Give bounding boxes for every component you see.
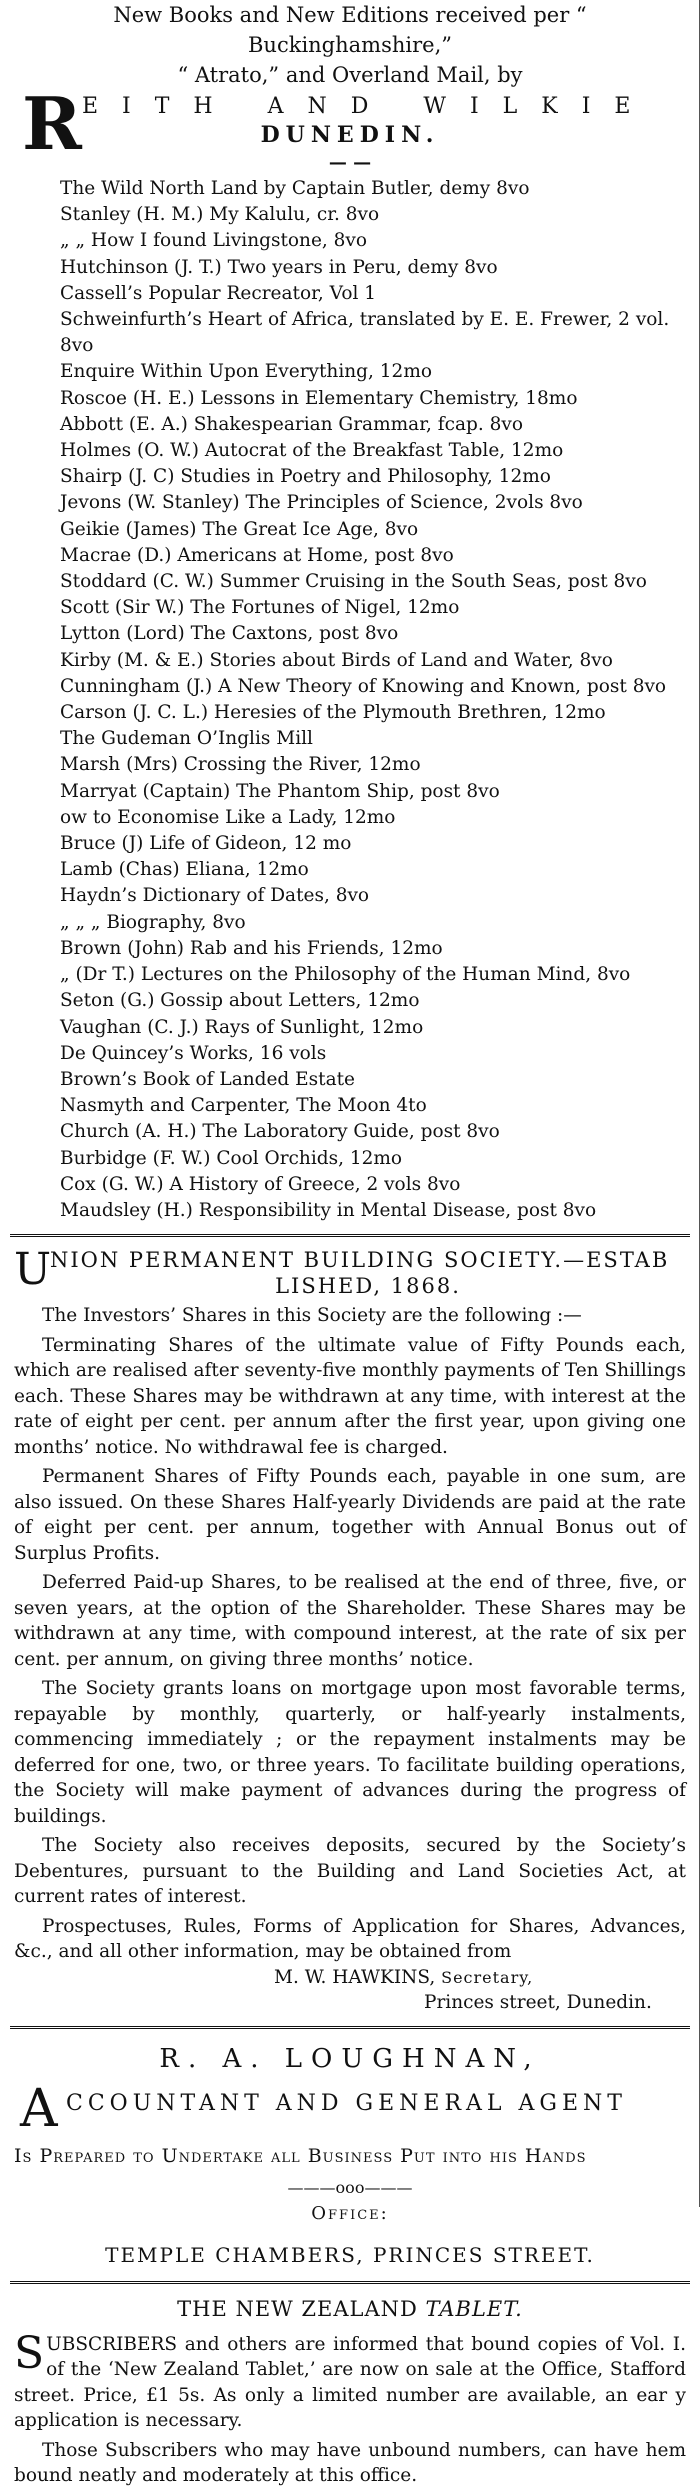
book-list xyxy=(60,176,686,1224)
book-item: ow to Economise Like a Lady, 12mo xyxy=(60,806,396,828)
book-item: Scott (Sir W.) The Fortunes of Nigel, 12mo xyxy=(60,597,460,619)
book-item: Cox (G. W.) A History of Greece, 2 vols 8vo xyxy=(60,1173,461,1195)
book-item: Brown (John) Rab and his Friends, 12mo xyxy=(60,937,443,959)
book-item: Geikie (James) The Great Ice Age, 8vo xyxy=(60,518,419,540)
building-society-advertisement xyxy=(10,1244,690,2016)
society-title-line2: LISHED, 1868. xyxy=(275,1274,461,1299)
books-separator: — — xyxy=(328,152,372,173)
firm-name-line1: EITH AND WILKIE xyxy=(82,94,655,119)
book-item: Abbott (E. A.) Shakespearian Grammar, fcap. 8vo xyxy=(60,413,523,435)
agent-headline xyxy=(14,2078,686,2139)
tablet-dropcap: S xyxy=(14,2327,45,2379)
book-item: „ (Dr T.) Lectures on the Philosophy of the Human Mind, 8vo xyxy=(60,964,631,986)
books-header-line1: New Books and New Editions received per “ Buckinghamshire,” xyxy=(113,3,587,57)
society-paragraph: Prospectuses, Rules, Forms of Application for Shares, Advances, &c., and all other information, may be obtained from xyxy=(14,1915,686,1963)
agent-dropcap: A xyxy=(20,2078,58,2139)
book-item: Cunningham (J.) A New Theory of Knowing and Known, post 8vo xyxy=(60,675,667,697)
book-item: De Quincey’s Works, 16 vols xyxy=(60,1042,327,1064)
book-item: The Wild North Land by Captain Butler, demy 8vo xyxy=(60,178,530,199)
society-signature xyxy=(14,1965,686,2016)
society-paragraph: The Society also receives deposits, secured by the Society’s Debentures, pursuant to the Building and Land Societies Act, at current rates of interest. xyxy=(14,1835,686,1908)
section-divider xyxy=(10,1234,690,1237)
book-item: Marryat (Captain) The Phantom Ship, post 8vo xyxy=(60,780,500,802)
tablet-paragraph1-text: UBSCRIBERS and others are informed that bound copies of Vol. I. of the ‘New Zealand Tablet,’ are now on sale at the Office, Stafford street. Price, £1 5s. As only a limited number are available, an ear y application is necessary. xyxy=(14,2333,686,2432)
society-paragraph: Terminating Shares of the ultimate value of Fifty Pounds each, which are realised after seventy-five monthly payments of Ten Shillings each. These Shares may be withdrawn at any time, with interest at the rate of eight per cent. per annum after the first year, upon giving one months’ notice. No withdrawal fee is charged. xyxy=(14,1334,686,1458)
book-item: Seton (G.) Gossip about Letters, 12mo xyxy=(60,990,420,1012)
section-divider xyxy=(10,2026,690,2029)
ornament: ———ooo——— xyxy=(287,2177,413,2197)
book-item: Kirby (M. & E.) Stories about Birds of Land and Water, 8vo xyxy=(60,649,613,671)
book-item: Nasmyth and Carpenter, The Moon 4to xyxy=(60,1095,427,1117)
book-item: Hutchinson (J. T.) Two years in Peru, demy 8vo xyxy=(60,256,498,278)
book-item: Stoddard (C. W.) Summer Cruising in the South Seas, post 8vo xyxy=(60,571,647,593)
office-label: Office: xyxy=(311,2202,389,2224)
book-item: Roscoe (H. E.) Lessons in Elementary Chemistry, 18mo xyxy=(60,387,578,409)
book-item: Shairp (J. C) Studies in Poetry and Philosophy, 12mo xyxy=(60,466,551,488)
tablet-paragraph1 xyxy=(14,2327,686,2434)
book-item: „ „ „ Biography, 8vo xyxy=(60,911,246,933)
tablet-title-italic: TABLET. xyxy=(425,2296,523,2321)
society-paragraph: The Investors’ Shares in this Society are the following :— xyxy=(42,1305,582,1327)
signatory-title: Secretary, xyxy=(441,1967,534,1987)
book-item: Bruce (J) Life of Gideon, 12 mo xyxy=(60,833,352,855)
society-paragraphs xyxy=(14,1303,686,1965)
book-item: Haydn’s Dictionary of Dates, 8vo xyxy=(60,885,370,907)
office-address: TEMPLE CHAMBERS, PRINCES STREET. xyxy=(105,2242,595,2267)
books-advertisement xyxy=(10,0,690,1224)
book-item: Cassell’s Popular Recreator, Vol 1 xyxy=(60,282,377,304)
tablet-advertisement xyxy=(10,2294,690,2489)
society-heading xyxy=(14,1244,686,1299)
signatory-name: M. W. HAWKINS, xyxy=(274,1966,436,1988)
signatory-address: Princes street, Dunedin. xyxy=(424,1992,652,2014)
book-item: Maudsley (H.) Responsibility in Mental Disease, post 8vo xyxy=(60,1199,597,1221)
book-item: Burbidge (F. W.) Cool Orchids, 12mo xyxy=(60,1147,403,1169)
books-header-line2: “ Atrato,” and Overland Mail, by xyxy=(177,63,523,87)
tablet-title xyxy=(14,2294,686,2324)
book-item: Stanley (H. M.) My Kalulu, cr. 8vo xyxy=(60,204,380,226)
book-item: Vaughan (C. J.) Rays of Sunlight, 12mo xyxy=(60,1016,424,1038)
tablet-title-prefix: THE NEW ZEALAND xyxy=(177,2296,418,2321)
firm-dropcap: R xyxy=(22,81,82,166)
agent-headline-text: CCOUNTANT AND GENERAL AGENT xyxy=(66,2090,627,2116)
book-item: Carson (J. C. L.) Heresies of the Plymouth Brethren, 12mo xyxy=(60,702,606,724)
book-item: Holmes (O. W.) Autocrat of the Breakfast Table, 12mo xyxy=(60,440,564,462)
book-item: Macrae (D.) Americans at Home, post 8vo xyxy=(60,544,454,566)
society-paragraph: Permanent Shares of Fifty Pounds each, payable in one sum, are also issued. On these Shares Half-yearly Dividends are paid at the rate of eight per cent. per annum, together with Annual Bonus out of Surplus Profits. xyxy=(14,1466,686,1564)
book-item: Lamb (Chas) Eliana, 12mo xyxy=(60,859,309,881)
book-item: Enquire Within Upon Everything, 12mo xyxy=(60,361,433,383)
society-title-line1: NION PERMANENT BUILDING SOCIETY.—ESTAB xyxy=(50,1248,670,1273)
book-item: Jevons (W. Stanley) The Principles of Science, 2vols 8vo xyxy=(60,492,583,514)
book-item: Lytton (Lord) The Caxtons, post 8vo xyxy=(60,623,399,645)
agent-subline: Is Prepared to Undertake all Business Put into his Hands xyxy=(14,2144,587,2167)
book-item: Marsh (Mrs) Crossing the River, 12mo xyxy=(60,754,421,776)
society-paragraph: The Society grants loans on mortgage upon most favorable terms, repayable by monthly, quarterly, or half-yearly instalments, commencing immediately ; or the repayment instalments may be deferred for one, two, or three years. To facilitate building operations, the Society will make payment of advances during the progress of buildings. xyxy=(14,1678,686,1827)
book-item: „ „ How I found Livingstone, 8vo xyxy=(60,230,368,252)
book-item: The Gudeman O’Inglis Mill xyxy=(60,728,313,750)
loughnan-advertisement xyxy=(10,2039,690,2271)
firm-name-block xyxy=(14,81,686,178)
society-paragraph: Deferred Paid-up Shares, to be realised at the end of three, five, or seven years, at the option of the Shareholder. These Shares may be withdrawn at any time, with compound interest, at the rate of six per cent. per annum, on giving three months’ notice. xyxy=(14,1572,686,1670)
book-item: Church (A. H.) The Laboratory Guide, post 8vo xyxy=(60,1121,500,1143)
book-item: Brown’s Book of Landed Estate xyxy=(60,1068,355,1090)
society-dropcap: U xyxy=(14,1244,52,1296)
agent-name: R. A. LOUGHNAN, xyxy=(159,2043,541,2074)
tablet-paragraph2: Those Subscribers who may have unbound numbers, can have hem bound neatly and moderately at this office. xyxy=(14,2439,686,2487)
firm-name-line2: DUNEDIN. xyxy=(260,122,440,148)
book-item: Schweinfurth’s Heart of Africa, translated by E. E. Frewer, 2 vol. 8vo xyxy=(60,309,670,357)
section-divider xyxy=(10,2281,690,2284)
